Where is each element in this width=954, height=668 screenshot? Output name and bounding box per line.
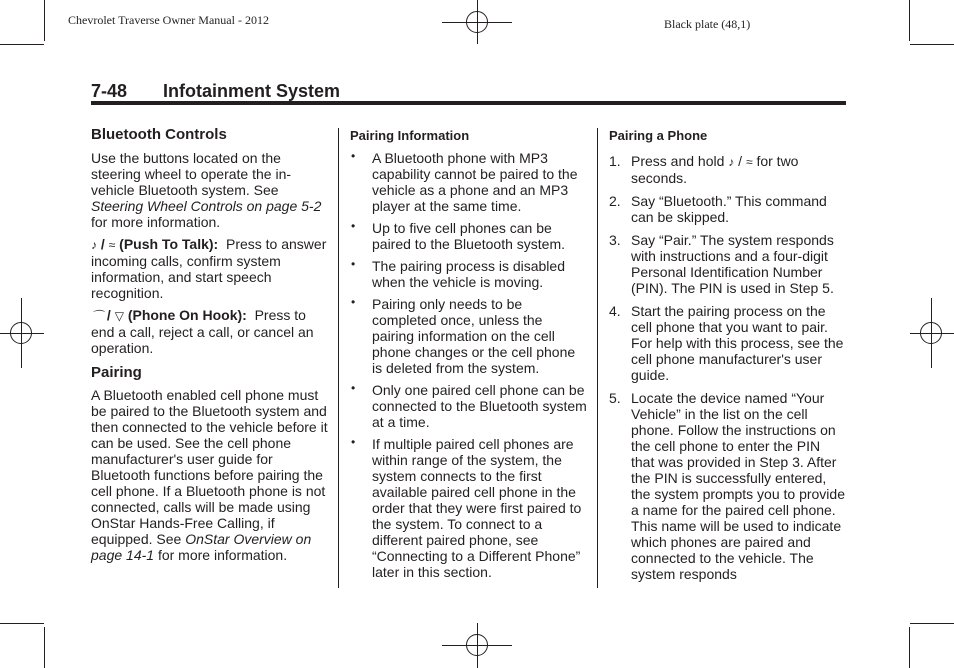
pairing-paragraph: A Bluetooth enabled cell phone must be paired to the Bluetooth system and then connected to the vehicle before it can be used. See the cell phone manufacturer's user guide for Bluetooth functions before pairing the cell phone. If a Bluetooth phone is not connected, calls will be made using OnStar Hands-Free Calling, if equipped. See OnStar Overview on page 14-1 for more information.	[91, 387, 328, 563]
onstar-overview-link[interactable]: OnStar Overview on page 14-1	[91, 531, 312, 563]
list-item: 2. Say “Bluetooth.” This command can be skipped.	[609, 193, 827, 225]
crop-mark	[910, 44, 954, 45]
push-to-talk-paragraph: ♪ / ≈ (Push To Talk): Press to answer incoming calls, confirm system information, and start speech recognition.	[91, 236, 327, 301]
crop-mark	[0, 623, 44, 624]
push-to-talk-icon: ♪	[728, 155, 735, 169]
voice-icon: ≈	[745, 155, 753, 169]
mute-triangle-icon: ▽	[114, 309, 124, 323]
push-to-talk-label: (Push To Talk):	[119, 236, 219, 252]
column-3	[609, 128, 847, 582]
list-item: 1. Press and hold ♪ / ≈ for two seconds.	[609, 153, 799, 186]
pairing-information-heading: Pairing Information	[350, 128, 470, 143]
column-2	[350, 128, 588, 580]
crop-mark	[909, 0, 910, 41]
column-divider	[338, 128, 339, 588]
column-1	[91, 127, 331, 563]
section-heading-pairing: Pairing	[91, 364, 142, 381]
list-item: • A Bluetooth phone with MP3 capability cannot be paired to the vehicle as a phone and an MP3 player at the same time.	[351, 149, 578, 214]
list-item: • Only one paired cell phone can be connected to the Bluetooth system at a time.	[351, 381, 587, 430]
crop-mark	[44, 627, 45, 668]
book-title: Chevrolet Traverse Owner Manual - 2012	[68, 13, 269, 27]
heading-rule	[91, 101, 846, 105]
steering-wheel-controls-link[interactable]: Steering Wheel Controls on page 5-2	[91, 198, 322, 214]
voice-icon: ≈	[108, 238, 116, 252]
list-item: • Up to five cell phones can be paired to the Bluetooth system.	[351, 219, 565, 252]
chapter-heading	[91, 81, 340, 102]
list-item: • The pairing process is disabled when the vehicle is moving.	[351, 257, 565, 290]
crop-mark	[909, 627, 910, 668]
list-item: 4. Start the pairing process on the cell phone that you want to pair. For help with this process, see the cell phone manufacturer's user guide.	[609, 303, 844, 383]
page-number: 7-48	[91, 81, 128, 101]
section-heading-bluetooth-controls: Bluetooth Controls	[91, 126, 227, 143]
list-item: • Pairing only needs to be completed once, unless the pairing information on the cell phone changes or the cell phone is deleted from the system.	[351, 295, 576, 376]
pairing-a-phone-heading: Pairing a Phone	[609, 128, 708, 143]
intro-paragraph: Use the buttons located on the steering wheel to operate the in-vehicle Bluetooth system. See Steering Wheel Controls on page 5-2 for more information.	[91, 150, 322, 230]
list-item: 5. Locate the device named “Your Vehicle” in the list on the cell phone. Follow the instructions on the cell phone to enter the PIN that was provided in Step 3. After the PIN is successfully entered, the system prompts you to provide a name for the paired cell phone. This name will be used to indicate which phones are paired and connected to the vehicle. The system responds	[609, 390, 845, 582]
chapter-title: Infotainment System	[163, 81, 341, 101]
push-to-talk-icon: ♪	[91, 238, 97, 252]
crop-mark	[0, 44, 44, 45]
crop-mark	[44, 0, 45, 41]
list-item: • If multiple paired cell phones are within range of the system, the system connects to the first available paired cell phone in the order that they were first paired to the system. To connect to a different paired phone, see “Connecting to a Different Phone” later in this section.	[351, 435, 582, 580]
column-divider	[597, 128, 598, 588]
crop-mark	[910, 623, 954, 624]
phone-on-hook-label: (Phone On Hook):	[127, 307, 247, 323]
phone-on-hook-icon: ⌒	[91, 309, 104, 323]
bullet-list	[350, 150, 588, 580]
list-item: 3. Say “Pair.” The system responds with instructions and a four-digit Personal Identification Number (PIN). The PIN is used in Step 5.	[609, 232, 834, 296]
numbered-list	[609, 153, 847, 582]
plate-label: Black plate (48,1)	[664, 17, 751, 31]
phone-on-hook-paragraph: ⌒ / ▽ (Phone On Hook): Press to end a call, reject a call, or cancel an operation.	[91, 307, 314, 356]
